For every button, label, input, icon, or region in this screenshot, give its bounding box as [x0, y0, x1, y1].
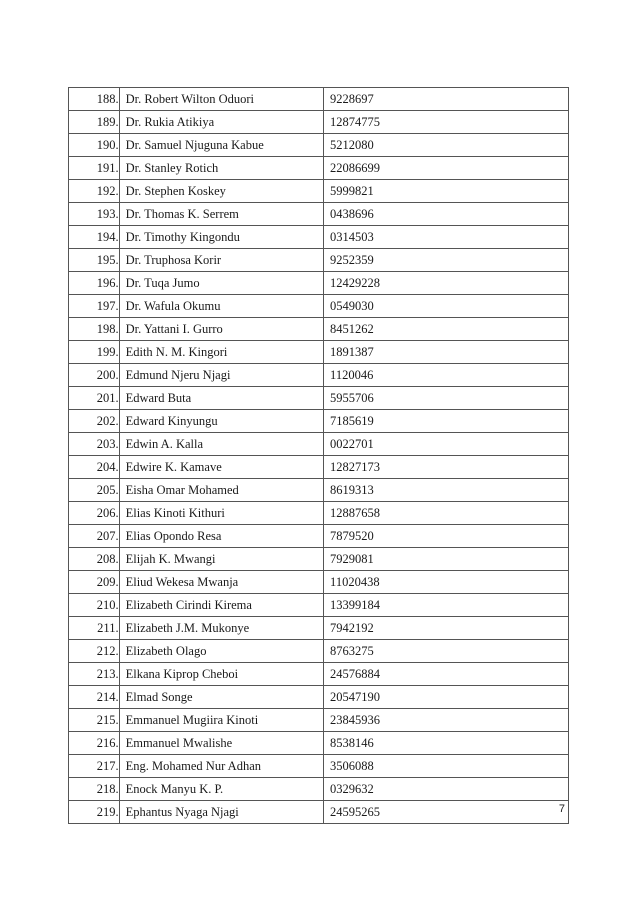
table-row	[69, 157, 569, 180]
table-row	[69, 364, 569, 387]
page-number: 7	[558, 803, 565, 815]
id-number-cell: 13399184	[324, 594, 569, 617]
row-number-cell: 193.	[69, 203, 120, 226]
row-number-cell: 212.	[69, 640, 120, 663]
name-cell: Edith N. M. Kingori	[119, 341, 323, 364]
row-number-cell: 191.	[69, 157, 120, 180]
id-number-cell: 12874775	[324, 111, 569, 134]
table-row	[69, 755, 569, 778]
row-number-cell: 210.	[69, 594, 120, 617]
name-cell: Enock Manyu K. P.	[119, 778, 323, 801]
row-number-cell: 205.	[69, 479, 120, 502]
table-row	[69, 525, 569, 548]
id-number-cell: 0329632	[324, 778, 569, 801]
table-row	[69, 778, 569, 801]
table-row	[69, 180, 569, 203]
table-row	[69, 433, 569, 456]
row-number-cell: 218.	[69, 778, 120, 801]
name-cell: Edward Buta	[119, 387, 323, 410]
name-cell: Edwin A. Kalla	[119, 433, 323, 456]
name-cell: Eliud Wekesa Mwanja	[119, 571, 323, 594]
row-number-cell: 219.	[69, 801, 120, 824]
name-cell: Elizabeth Cirindi Kirema	[119, 594, 323, 617]
id-number-cell: 23845936	[324, 709, 569, 732]
name-cell: Dr. Stanley Rotich	[119, 157, 323, 180]
id-number-cell: 12429228	[324, 272, 569, 295]
id-number-cell: 9228697	[324, 88, 569, 111]
id-number-cell: 20547190	[324, 686, 569, 709]
table-row	[69, 502, 569, 525]
id-number-cell: 7185619	[324, 410, 569, 433]
table-row	[69, 801, 569, 824]
id-number-cell: 1891387	[324, 341, 569, 364]
table-row	[69, 410, 569, 433]
id-number-cell: 9252359	[324, 249, 569, 272]
table-row	[69, 548, 569, 571]
row-number-cell: 201.	[69, 387, 120, 410]
table-row	[69, 479, 569, 502]
id-number-cell: 11020438	[324, 571, 569, 594]
name-cell: Dr. Rukia Atikiya	[119, 111, 323, 134]
table-row	[69, 203, 569, 226]
table-row	[69, 456, 569, 479]
name-cell: Eisha Omar Mohamed	[119, 479, 323, 502]
table-row	[69, 571, 569, 594]
row-number-cell: 206.	[69, 502, 120, 525]
name-cell: Edwire K. Kamave	[119, 456, 323, 479]
table-row	[69, 295, 569, 318]
row-number-cell: 211.	[69, 617, 120, 640]
table-row	[69, 88, 569, 111]
id-number-cell: 8538146	[324, 732, 569, 755]
name-cell: Dr. Yattani I. Gurro	[119, 318, 323, 341]
id-number-cell: 7879520	[324, 525, 569, 548]
table-row	[69, 226, 569, 249]
id-number-cell: 24576884	[324, 663, 569, 686]
name-cell: Elijah K. Mwangi	[119, 548, 323, 571]
name-cell: Dr. Truphosa Korir	[119, 249, 323, 272]
row-number-cell: 199.	[69, 341, 120, 364]
table-row	[69, 594, 569, 617]
name-cell: Edward Kinyungu	[119, 410, 323, 433]
table-row	[69, 732, 569, 755]
id-number-cell: 0549030	[324, 295, 569, 318]
id-number-cell: 0314503	[324, 226, 569, 249]
table-row	[69, 617, 569, 640]
id-number-cell: 7929081	[324, 548, 569, 571]
name-cell: Dr. Timothy Kingondu	[119, 226, 323, 249]
name-cell: Edmund Njeru Njagi	[119, 364, 323, 387]
name-cell: Elkana Kiprop Cheboi	[119, 663, 323, 686]
id-number-cell: 5999821	[324, 180, 569, 203]
name-cell: Elizabeth Olago	[119, 640, 323, 663]
name-cell: Ephantus Nyaga Njagi	[119, 801, 323, 824]
row-number-cell: 209.	[69, 571, 120, 594]
name-cell: Dr. Tuqa Jumo	[119, 272, 323, 295]
name-cell: Eng. Mohamed Nur Adhan	[119, 755, 323, 778]
row-number-cell: 208.	[69, 548, 120, 571]
row-number-cell: 204.	[69, 456, 120, 479]
row-number-cell: 200.	[69, 364, 120, 387]
id-number-cell: 12887658	[324, 502, 569, 525]
table-body	[69, 88, 569, 824]
row-number-cell: 215.	[69, 709, 120, 732]
id-number-cell: 8451262	[324, 318, 569, 341]
row-number-cell: 214.	[69, 686, 120, 709]
table-row	[69, 111, 569, 134]
id-number-cell: 5212080	[324, 134, 569, 157]
name-cell: Elias Kinoti Kithuri	[119, 502, 323, 525]
id-number-cell: 0022701	[324, 433, 569, 456]
row-number-cell: 189.	[69, 111, 120, 134]
name-cell: Elizabeth J.M. Mukonye	[119, 617, 323, 640]
row-number-cell: 194.	[69, 226, 120, 249]
name-cell: Dr. Thomas K. Serrem	[119, 203, 323, 226]
table-row	[69, 134, 569, 157]
name-id-table	[68, 87, 569, 824]
row-number-cell: 213.	[69, 663, 120, 686]
table-row	[69, 387, 569, 410]
id-number-cell: 5955706	[324, 387, 569, 410]
id-number-cell: 0438696	[324, 203, 569, 226]
id-number-cell: 3506088	[324, 755, 569, 778]
row-number-cell: 202.	[69, 410, 120, 433]
table-row	[69, 686, 569, 709]
table-row	[69, 249, 569, 272]
name-cell: Dr. Robert Wilton Oduori	[119, 88, 323, 111]
name-cell: Dr. Wafula Okumu	[119, 295, 323, 318]
id-number-cell: 22086699	[324, 157, 569, 180]
row-number-cell: 207.	[69, 525, 120, 548]
row-number-cell: 188.	[69, 88, 120, 111]
row-number-cell: 192.	[69, 180, 120, 203]
id-number-cell: 7942192	[324, 617, 569, 640]
id-number-cell: 24595265	[324, 801, 569, 824]
name-cell: Emmanuel Mugiira Kinoti	[119, 709, 323, 732]
table-row	[69, 272, 569, 295]
table-row	[69, 709, 569, 732]
row-number-cell: 217.	[69, 755, 120, 778]
row-number-cell: 190.	[69, 134, 120, 157]
id-number-cell: 8619313	[324, 479, 569, 502]
name-cell: Elmad Songe	[119, 686, 323, 709]
row-number-cell: 197.	[69, 295, 120, 318]
id-number-cell: 12827173	[324, 456, 569, 479]
name-cell: Dr. Stephen Koskey	[119, 180, 323, 203]
table-row	[69, 640, 569, 663]
row-number-cell: 198.	[69, 318, 120, 341]
row-number-cell: 196.	[69, 272, 120, 295]
table-row	[69, 341, 569, 364]
row-number-cell: 195.	[69, 249, 120, 272]
id-number-cell: 8763275	[324, 640, 569, 663]
row-number-cell: 216.	[69, 732, 120, 755]
name-cell: Dr. Samuel Njuguna Kabue	[119, 134, 323, 157]
row-number-cell: 203.	[69, 433, 120, 456]
table-row	[69, 663, 569, 686]
id-number-cell: 1120046	[324, 364, 569, 387]
table-row	[69, 318, 569, 341]
name-cell: Emmanuel Mwalishe	[119, 732, 323, 755]
name-cell: Elias Opondo Resa	[119, 525, 323, 548]
